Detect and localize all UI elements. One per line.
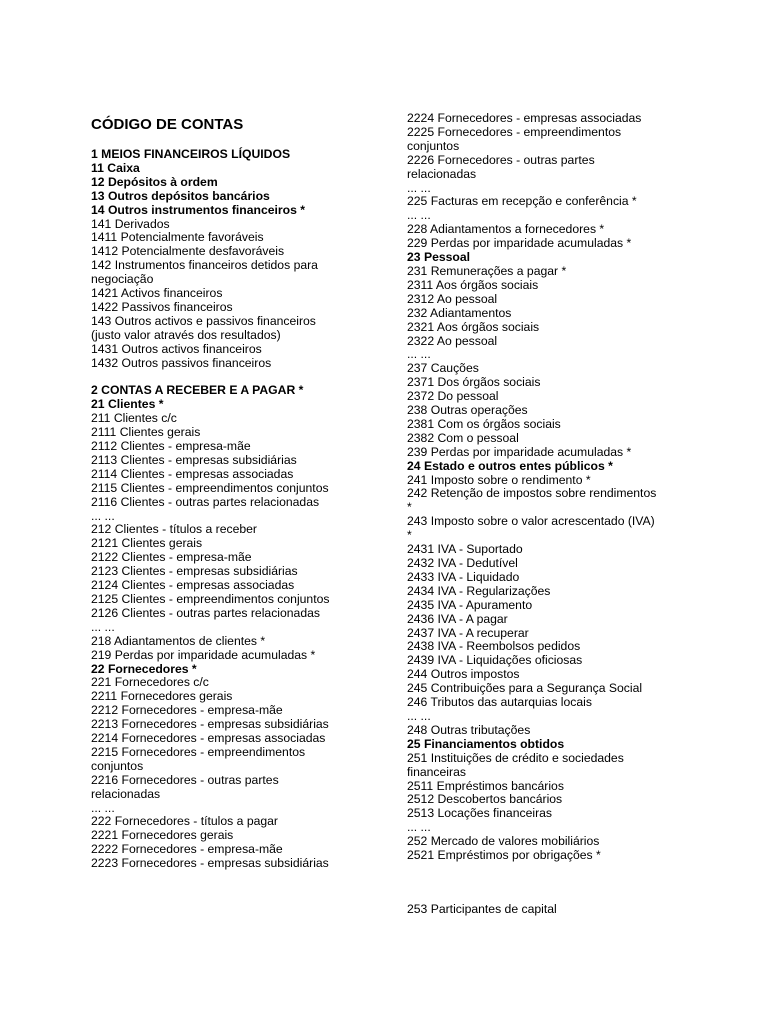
- account-line: 2513 Locações financeiras: [407, 806, 552, 821]
- account-line: 253 Participantes de capital: [407, 901, 557, 916]
- account-line: 246 Tributos das autarquias locais: [407, 695, 592, 710]
- account-line: conjuntos: [91, 758, 144, 773]
- account-line: 252 Mercado de valores mobiliários: [407, 834, 600, 849]
- account-line: 2511 Empréstimos bancários: [407, 778, 564, 793]
- account-line: 238 Outras operações: [407, 403, 528, 418]
- account-line: 142 Instrumentos financeiros detidos para: [91, 258, 318, 273]
- account-line: 243 Imposto sobre o valor acrescentado (IVA): [407, 514, 655, 529]
- account-line: 2114 Clientes - empresas associadas: [91, 466, 294, 481]
- account-line: 2321 Aos órgãos sociais: [407, 319, 540, 334]
- account-line: 2512 Descobertos bancários: [407, 792, 563, 807]
- account-line: ... ...: [407, 347, 431, 362]
- right-column: [407, 112, 687, 917]
- account-line: 2221 Fornecedores gerais: [91, 828, 234, 843]
- account-line: 2223 Fornecedores - empresas subsidiárias: [91, 856, 329, 871]
- account-line: 1421 Activos financeiros: [91, 286, 223, 301]
- account-line: 221 Fornecedores c/c: [91, 675, 209, 690]
- account-line: 219 Perdas por imparidade acumuladas *: [91, 647, 316, 662]
- account-line: 228 Adiantamentos a fornecedores *: [407, 222, 605, 237]
- account-line: 2213 Fornecedores - empresas subsidiárias: [91, 717, 329, 732]
- account-line: 245 Contribuições para a Segurança Social: [407, 681, 643, 696]
- account-heading: 23 Pessoal: [407, 250, 471, 265]
- account-line: 2124 Clientes - empresas associadas: [91, 578, 295, 593]
- account-line: 2216 Fornecedores - outras partes: [91, 772, 279, 787]
- account-line: 2212 Fornecedores - empresa-mãe: [91, 703, 283, 718]
- account-line: 237 Cauções: [407, 361, 479, 376]
- account-line: 2121 Clientes gerais: [91, 536, 203, 551]
- account-line: 2435 IVA - Apuramento: [407, 597, 533, 612]
- account-line: 229 Perdas por imparidade acumuladas *: [407, 236, 632, 251]
- account-heading: 13 Outros depósitos bancários: [91, 188, 270, 203]
- account-heading: 24 Estado e outros entes públicos *: [407, 458, 613, 473]
- account-line: 2437 IVA - A recuperar: [407, 625, 529, 640]
- account-heading: 1 MEIOS FINANCEIROS LÍQUIDOS: [91, 147, 291, 161]
- account-heading: 22 Fornecedores *: [91, 661, 197, 676]
- account-line: ... ...: [407, 208, 431, 223]
- account-line: 2115 Clientes - empreendimentos conjuntos: [91, 480, 329, 495]
- account-line: *: [407, 500, 412, 515]
- account-line: 1431 Outros activos financeiros: [91, 341, 262, 356]
- account-line: 218 Adiantamentos de clientes *: [91, 633, 266, 648]
- account-line: 2434 IVA - Regularizações: [407, 583, 551, 598]
- account-line: 2224 Fornecedores - empresas associadas: [407, 111, 642, 125]
- account-line: ... ...: [91, 800, 115, 815]
- account-line: 2322 Ao pessoal: [407, 333, 498, 348]
- account-line: 2122 Clientes - empresa-mãe: [91, 550, 252, 565]
- account-line: 2433 IVA - Liquidado: [407, 569, 520, 584]
- left-column: [91, 148, 391, 871]
- account-line: 2126 Clientes - outras partes relacionadas: [91, 605, 320, 620]
- account-line: relacionadas: [407, 166, 477, 181]
- account-line: financeiras: [407, 764, 466, 779]
- account-line: 244 Outros impostos: [407, 667, 520, 682]
- account-line: 2312 Ao pessoal: [407, 291, 498, 306]
- account-line: 2226 Fornecedores - outras partes: [407, 152, 595, 167]
- account-line: 2438 IVA - Reembolsos pedidos: [407, 639, 581, 654]
- account-line: 2214 Fornecedores - empresas associadas: [91, 731, 326, 746]
- account-line: 231 Remunerações a pagar *: [407, 263, 567, 278]
- account-heading: 14 Outros instrumentos financeiros *: [91, 202, 306, 217]
- account-heading: 25 Financiamentos obtidos: [407, 736, 565, 751]
- account-heading: 11 Caixa: [91, 160, 140, 175]
- account-line: 2381 Com os órgãos sociais: [407, 416, 561, 431]
- account-line: 1432 Outros passivos financeiros: [91, 355, 272, 370]
- account-line: 1411 Potencialmente favoráveis: [91, 230, 264, 245]
- account-line: ... ...: [407, 708, 431, 723]
- account-line: 2432 IVA - Dedutível: [407, 556, 518, 570]
- account-line: 1412 Potencialmente desfavoráveis: [91, 244, 285, 259]
- account-line: 2215 Fornecedores - empreendimentos: [91, 744, 306, 759]
- account-line: ... ...: [407, 180, 431, 195]
- account-line: 241 Imposto sobre o rendimento *: [407, 472, 591, 487]
- account-heading: 12 Depósitos à ordem: [91, 174, 218, 189]
- account-line: 242 Retenção de impostos sobre rendimentos: [407, 486, 657, 501]
- account-heading: 21 Clientes *: [91, 397, 164, 412]
- account-line: ... ...: [91, 619, 115, 634]
- account-line: ... ...: [91, 508, 115, 523]
- account-line: 2211 Fornecedores gerais: [91, 689, 233, 704]
- account-line: 2431 IVA - Suportado: [407, 542, 523, 557]
- page-title: CÓDIGO DE CONTAS: [91, 116, 244, 133]
- account-line: 2222 Fornecedores - empresa-mãe: [91, 842, 283, 857]
- account-line: 2113 Clientes - empresas subsidiárias: [91, 452, 297, 467]
- account-line: 212 Clientes - títulos a receber: [91, 522, 257, 537]
- account-line: 141 Derivados: [91, 216, 170, 231]
- account-line: 2372 Do pessoal: [407, 389, 499, 404]
- account-line: conjuntos: [407, 138, 460, 153]
- account-heading: 2 CONTAS A RECEBER E A PAGAR *: [91, 383, 304, 398]
- account-line: 1422 Passivos financeiros: [91, 299, 233, 314]
- account-line: 2111 Clientes gerais: [91, 425, 201, 440]
- account-line: *: [407, 528, 412, 543]
- account-line: 2436 IVA - A pagar: [407, 611, 508, 626]
- account-line: 251 Instituições de crédito e sociedades: [407, 750, 624, 765]
- account-line: 2116 Clientes - outras partes relacionadas: [91, 494, 320, 509]
- account-line: ... ...: [407, 820, 431, 835]
- account-line: 2125 Clientes - empreendimentos conjuntos: [91, 591, 330, 606]
- account-line: 2521 Empréstimos por obrigações *: [407, 848, 601, 863]
- account-line: negociação: [91, 272, 154, 287]
- account-line: 2311 Aos órgãos sociais: [407, 277, 539, 292]
- account-line: 2123 Clientes - empresas subsidiárias: [91, 564, 298, 579]
- account-line: relacionadas: [91, 786, 161, 801]
- account-line: (justo valor através dos resultados): [91, 327, 281, 342]
- account-line: 232 Adiantamentos: [407, 305, 512, 320]
- account-line: 143 Outros activos e passivos financeiros: [91, 313, 316, 328]
- account-line: 2439 IVA - Liquidações oficiosas: [407, 653, 583, 668]
- account-line: 2382 Com o pessoal: [407, 430, 519, 445]
- account-line: 2371 Dos órgãos sociais: [407, 375, 541, 390]
- account-line: 239 Perdas por imparidade acumuladas *: [407, 444, 632, 459]
- account-line: 2112 Clientes - empresa-mãe: [91, 439, 251, 454]
- account-line: 222 Fornecedores - títulos a pagar: [91, 814, 278, 829]
- account-line: 2225 Fornecedores - empreendimentos: [407, 124, 622, 139]
- account-line: 248 Outras tributações: [407, 722, 531, 737]
- account-line: 225 Facturas em recepção e conferência *: [407, 194, 637, 209]
- account-line: 211 Clientes c/c: [91, 411, 177, 426]
